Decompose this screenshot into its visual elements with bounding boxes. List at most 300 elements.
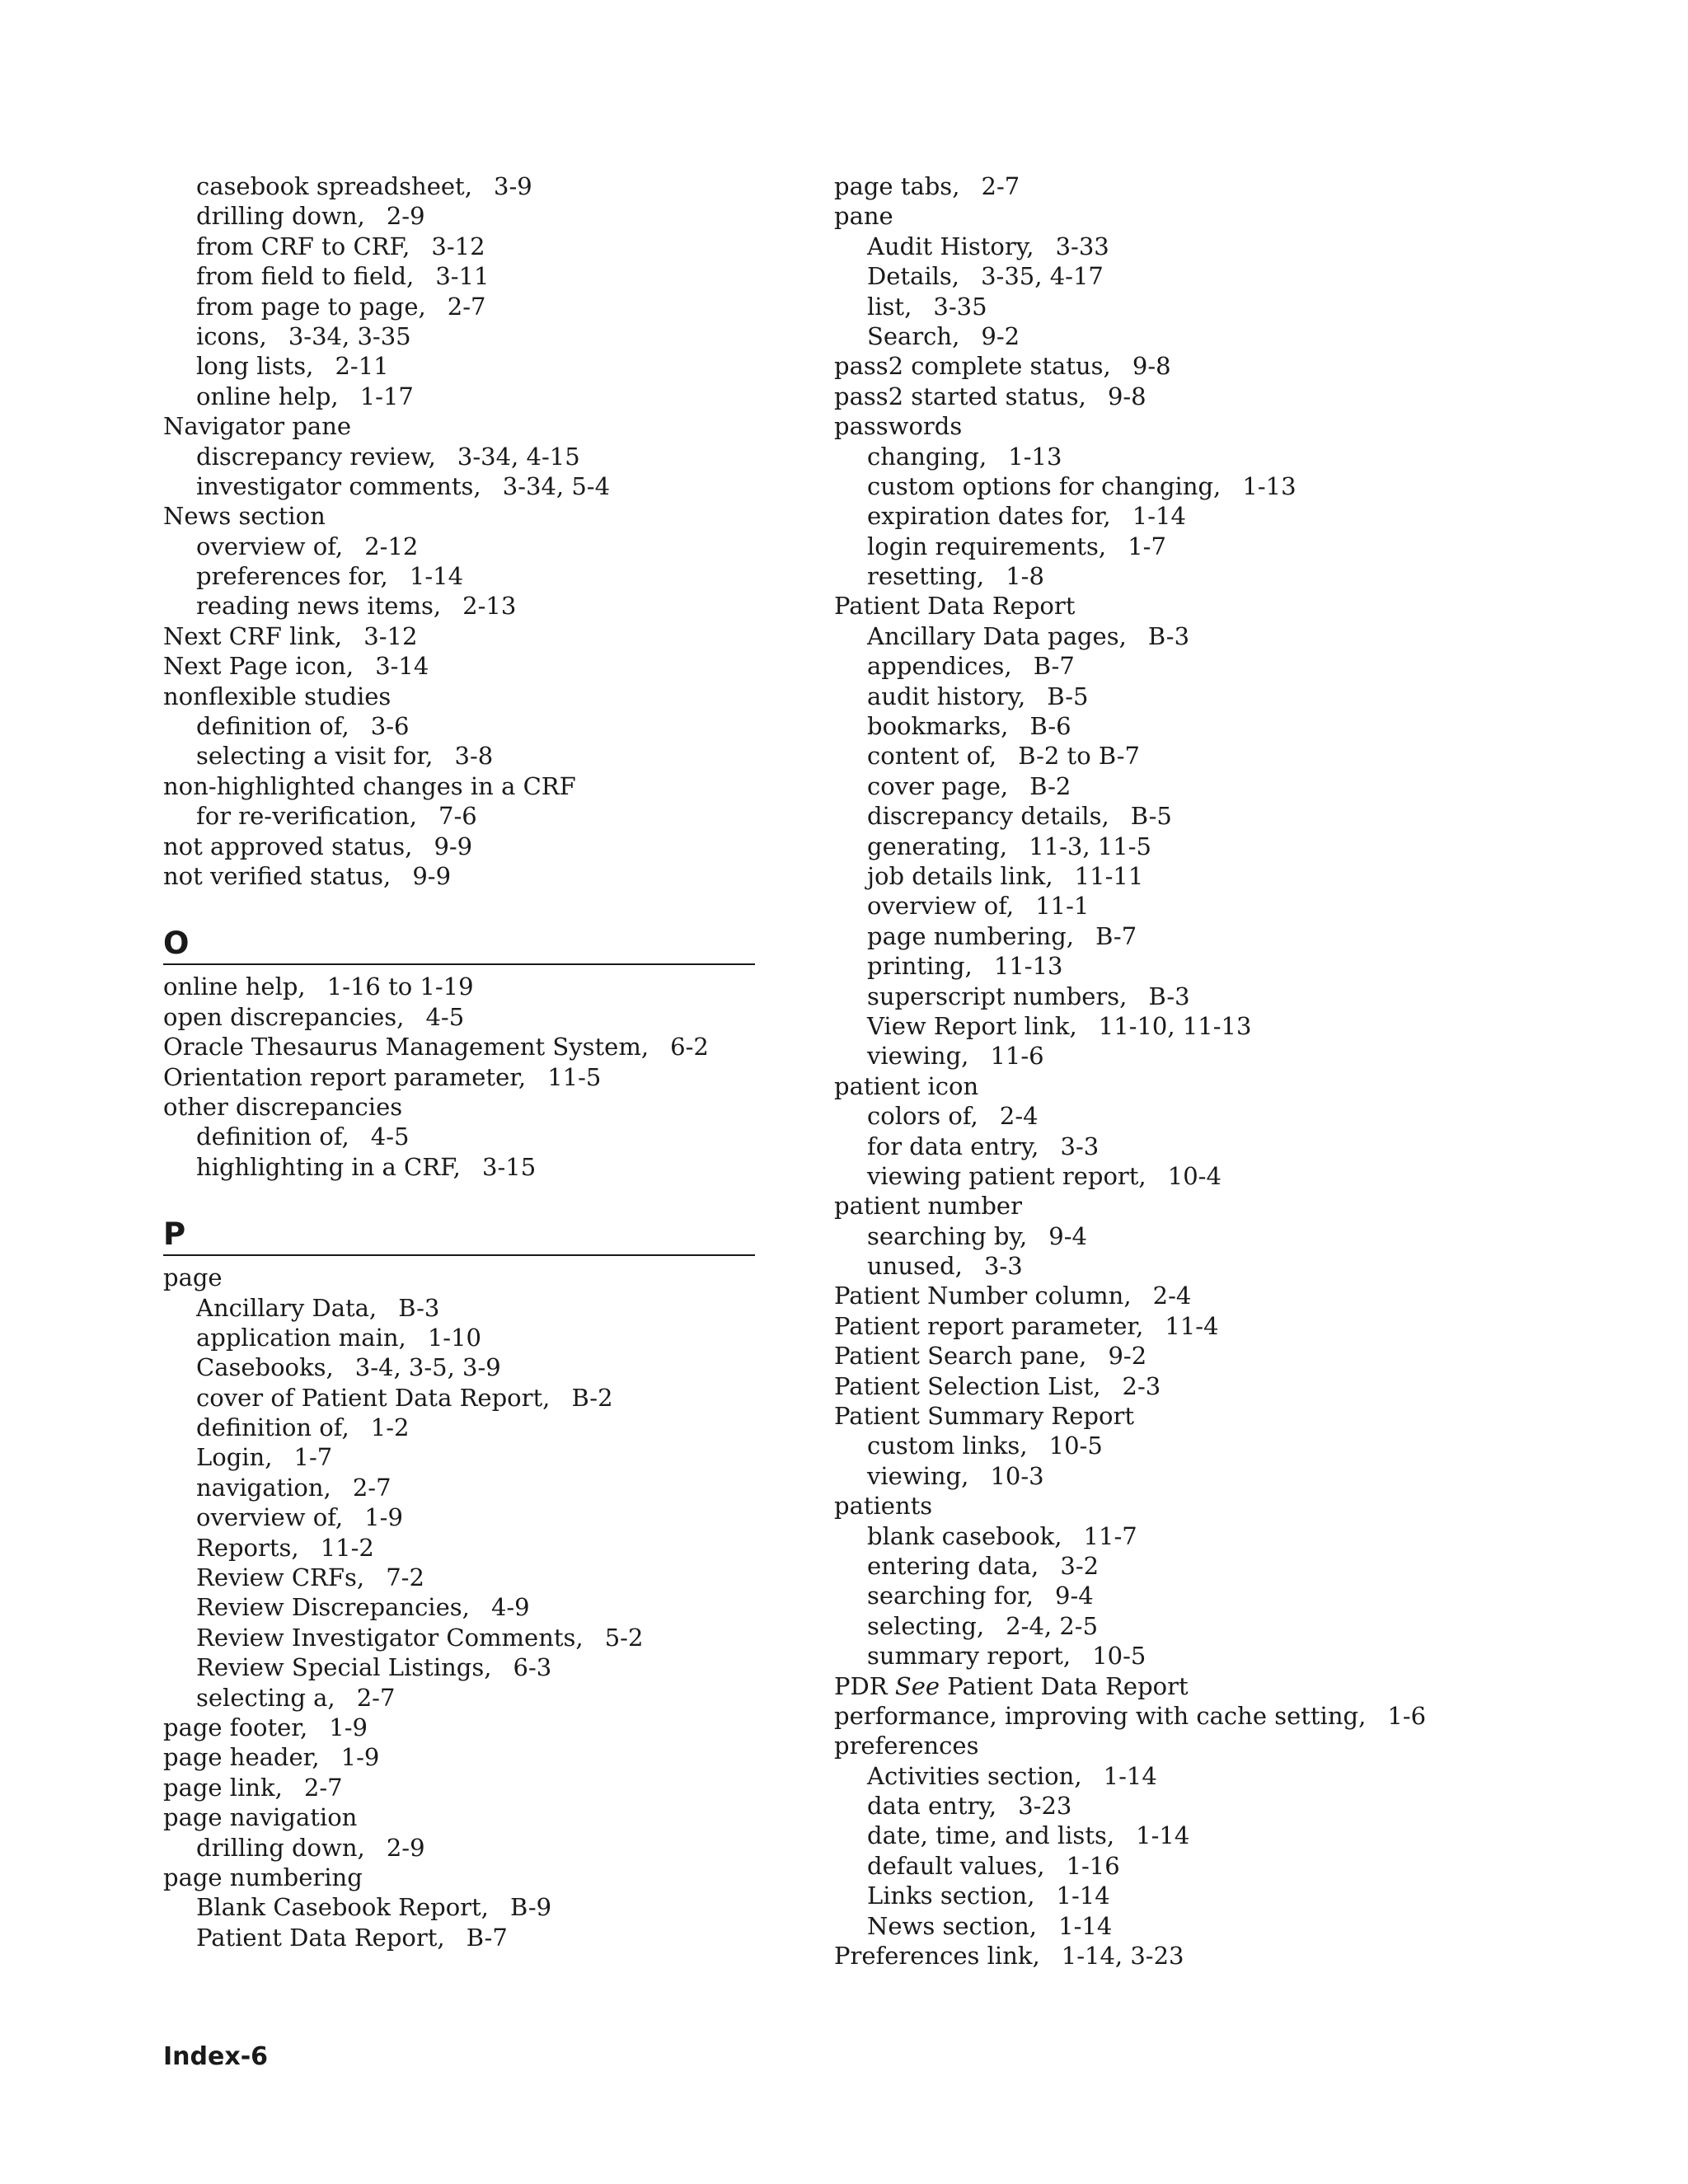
- entry-term: Reports,: [196, 1533, 299, 1562]
- entry-term: unused,: [867, 1252, 963, 1281]
- index-entry: [163, 1742, 755, 1772]
- entry-term: Patient Search pane,: [834, 1342, 1087, 1371]
- entry-term: open discrepancies,: [163, 1002, 405, 1031]
- index-subentry: [163, 1413, 755, 1442]
- page-reference: 3-33: [1055, 232, 1109, 260]
- entry-term: Audit History,: [867, 232, 1034, 260]
- page-reference: 11-13: [993, 952, 1063, 981]
- entry-term: icons,: [196, 321, 267, 350]
- page-reference: 1-8: [1006, 562, 1044, 591]
- index-subentry: [834, 982, 1601, 1011]
- entry-term: long lists,: [196, 352, 314, 381]
- entry-term: cover page,: [867, 771, 1009, 800]
- index-entry: [834, 591, 1601, 621]
- entry-term: News section: [163, 502, 326, 531]
- entry-term: Blank Casebook Report,: [196, 1893, 489, 1922]
- index-subentry: [163, 351, 755, 381]
- entry-term: preferences for,: [196, 562, 388, 591]
- page-reference: 9-4: [1055, 1582, 1094, 1610]
- index-subentry: [163, 1502, 755, 1532]
- index-entry: [834, 1491, 1601, 1521]
- index-entry: [163, 1802, 755, 1832]
- entry-term: viewing,: [867, 1461, 969, 1490]
- index-subentry: [163, 1352, 755, 1382]
- index-subentry: [163, 561, 755, 591]
- index-subentry: [163, 741, 755, 771]
- entry-term: other discrepancies: [163, 1092, 403, 1121]
- page-reference: 9-8: [1107, 382, 1146, 410]
- entry-term: from field to field,: [196, 262, 415, 291]
- entry-term: Search,: [867, 321, 960, 350]
- index-subentry: [163, 232, 755, 261]
- index-subentry: [834, 951, 1601, 981]
- index-subentry: [834, 651, 1601, 681]
- page-reference: 3-3: [983, 1252, 1023, 1281]
- page-reference: 11-1: [1035, 892, 1090, 921]
- index-entry: [834, 1701, 1601, 1731]
- page-reference: 3-4, 3-5, 3-9: [354, 1353, 501, 1382]
- index-entry: [834, 1941, 1601, 1971]
- page-reference: 1-14, 3-23: [1061, 1942, 1184, 1971]
- entry-term: Next Page icon,: [163, 652, 354, 681]
- page-reference: 2-3: [1122, 1371, 1161, 1400]
- entry-term: Review Investigator Comments,: [196, 1623, 584, 1652]
- page-reference: B-3: [398, 1293, 440, 1322]
- index-subentry: [834, 1581, 1601, 1610]
- entry-term: custom options for changing,: [867, 471, 1221, 500]
- page-reference: 2-9: [386, 1833, 425, 1862]
- index-subentry: [163, 321, 755, 351]
- entry-term: Review Discrepancies,: [196, 1593, 470, 1622]
- entry-term: page link,: [163, 1773, 283, 1802]
- index-entry-list: [163, 1263, 755, 1952]
- entry-term: preferences: [834, 1732, 979, 1760]
- page-reference: 11-11: [1074, 861, 1144, 890]
- page-reference: 11-3, 11-5: [1029, 832, 1151, 860]
- page-reference: 7-6: [438, 802, 477, 831]
- page-reference: 2-7: [303, 1773, 343, 1802]
- entry-term: date, time, and lists,: [867, 1821, 1115, 1850]
- index-subentry: [163, 591, 755, 621]
- page-reference: 11-5: [547, 1062, 602, 1091]
- page-reference: 11-6: [990, 1042, 1044, 1071]
- page-reference: 3-34, 5-4: [502, 471, 611, 500]
- index-entry: [163, 1002, 755, 1032]
- page-reference: 6-3: [513, 1653, 552, 1682]
- index-subentry: [163, 1623, 755, 1652]
- entry-term: drilling down,: [196, 202, 365, 231]
- page-reference: 2-12: [364, 532, 419, 560]
- index-entry: [163, 621, 755, 651]
- page-reference: 3-23: [1018, 1792, 1072, 1821]
- entry-term: list,: [867, 292, 912, 321]
- index-column-right: [834, 171, 1601, 1971]
- entry-term: overview of,: [196, 1503, 344, 1532]
- page-reference: 4-5: [370, 1122, 410, 1151]
- entry-term: Review CRFs,: [196, 1563, 365, 1592]
- page-reference: 9-2: [1108, 1342, 1147, 1371]
- page-reference: B-2: [1029, 771, 1071, 800]
- page-reference: 1-10: [427, 1323, 481, 1352]
- page-reference: 10-5: [1092, 1642, 1146, 1671]
- page-reference: B-3: [1147, 621, 1190, 650]
- page-reference: 3-12: [363, 621, 418, 650]
- entry-term: page navigation: [163, 1803, 358, 1832]
- page-reference: 7-2: [386, 1563, 424, 1592]
- page-reference: 11-10, 11-13: [1098, 1011, 1252, 1040]
- index-entry: [163, 1263, 755, 1292]
- index-subentry: [834, 1132, 1601, 1161]
- index-subentry: [834, 1851, 1601, 1881]
- entry-term: printing,: [867, 952, 973, 981]
- index-subentry: [163, 201, 755, 231]
- page-reference: 9-2: [981, 321, 1020, 350]
- entry-term: not approved status,: [163, 832, 413, 860]
- entry-term: selecting a,: [196, 1683, 335, 1712]
- entry-term: Next CRF link,: [163, 621, 343, 650]
- page-reference: 1-9: [340, 1743, 380, 1772]
- index-subentry: [834, 471, 1601, 501]
- entry-term: page: [163, 1263, 223, 1292]
- index-entry: [834, 1671, 1601, 1701]
- entry-term: overview of,: [867, 892, 1015, 921]
- index-subentry: [163, 1122, 755, 1151]
- entry-term: Casebooks,: [196, 1353, 334, 1382]
- page-reference: 9-9: [412, 861, 452, 890]
- page-reference: 1-17: [359, 382, 414, 410]
- entry-term: bookmarks,: [867, 712, 1009, 741]
- page-reference: 11-2: [320, 1533, 374, 1562]
- page-reference: B-2 to B-7: [1018, 742, 1140, 771]
- entry-term: data entry,: [867, 1792, 997, 1821]
- entry-term: Patient Summary Report: [834, 1402, 1134, 1431]
- index-subentry: [163, 261, 755, 291]
- page-reference: 3-34, 4-15: [457, 442, 580, 471]
- entry-term: overview of,: [196, 532, 344, 560]
- page-reference: 1-13: [1008, 442, 1062, 471]
- page-reference: 2-7: [447, 292, 486, 321]
- index-subentry: [834, 1761, 1601, 1791]
- page-reference: 1-16: [1066, 1851, 1120, 1880]
- index-entry: [834, 171, 1601, 201]
- page-reference: 4-9: [490, 1593, 530, 1622]
- index-entry: [163, 1062, 755, 1092]
- entry-term: casebook spreadsheet,: [196, 172, 472, 200]
- index-subentry: [834, 1551, 1601, 1581]
- page-reference: 10-3: [990, 1461, 1044, 1490]
- index-subentry: [163, 1152, 755, 1182]
- index-entry: [834, 1281, 1601, 1310]
- entry-term: Details,: [867, 262, 960, 291]
- page-reference: 1-6: [1387, 1701, 1427, 1730]
- entry-term: online help,: [196, 382, 339, 410]
- entry-term: online help,: [163, 972, 306, 1001]
- index-subentry: [834, 1101, 1601, 1131]
- index-subentry: [834, 1641, 1601, 1671]
- page-reference: 11-7: [1083, 1521, 1137, 1550]
- entry-term: viewing patient report,: [867, 1161, 1146, 1190]
- page-reference: B-7: [1033, 652, 1075, 681]
- index-subentry: [834, 921, 1601, 951]
- entry-term: pass2 complete status,: [834, 352, 1111, 381]
- index-entry: [163, 1713, 755, 1742]
- page-reference: 9-9: [434, 832, 473, 860]
- page-reference: B-3: [1148, 982, 1190, 1010]
- index-subentry: [163, 1533, 755, 1563]
- entry-term: job details link,: [867, 861, 1053, 890]
- page-reference: 3-8: [454, 742, 494, 771]
- index-subentry: [163, 471, 755, 501]
- index-subentry: [834, 1161, 1601, 1191]
- index-entry: [163, 682, 755, 711]
- page-reference: 3-11: [435, 262, 490, 291]
- page-reference: 1-7: [1128, 532, 1166, 560]
- entry-term: pass2 started status,: [834, 382, 1086, 410]
- entry-term: Login,: [196, 1443, 273, 1472]
- index-column-left: [163, 171, 755, 1952]
- entry-term: appendices,: [867, 652, 1012, 681]
- entry-term: default values,: [867, 1851, 1045, 1880]
- index-subentry: [834, 292, 1601, 321]
- entry-term: Patient Data Report: [834, 592, 1076, 621]
- index-entry: [163, 1032, 755, 1062]
- page-reference: 3-2: [1060, 1551, 1100, 1580]
- entry-term: Activities section,: [867, 1761, 1082, 1790]
- index-entry: [834, 382, 1601, 411]
- entry-term: selecting a visit for,: [196, 742, 434, 771]
- index-subentry: [163, 1683, 755, 1713]
- entry-term: Review Special Listings,: [196, 1653, 492, 1682]
- index-subentry: [834, 741, 1601, 771]
- index-entry: [163, 651, 755, 681]
- entry-term: performance, improving with cache setting,: [834, 1701, 1367, 1730]
- index-subentry: [834, 442, 1601, 471]
- entry-term: Patient Selection List,: [834, 1371, 1101, 1400]
- index-entry: [834, 1071, 1601, 1101]
- index-subentry: [834, 621, 1601, 651]
- entry-term: Navigator pane: [163, 412, 352, 441]
- index-subentry: [834, 1431, 1601, 1460]
- entry-term: page header,: [163, 1743, 320, 1772]
- page-reference: B-7: [466, 1923, 508, 1952]
- page-reference: 3-12: [431, 232, 485, 260]
- page-reference: 9-4: [1048, 1221, 1087, 1250]
- index-subentry: [834, 1011, 1601, 1041]
- entry-term: viewing,: [867, 1042, 969, 1071]
- index-subentry: [834, 321, 1601, 351]
- entry-term: Links section,: [867, 1882, 1035, 1910]
- index-subentry: [834, 1521, 1601, 1551]
- index-subentry: [163, 532, 755, 561]
- index-subentry: [834, 771, 1601, 801]
- page-reference: 2-4: [999, 1102, 1039, 1131]
- entry-term: searching by,: [867, 1221, 1028, 1250]
- index-subentry: [163, 1923, 755, 1952]
- page-reference: 2-7: [981, 172, 1020, 200]
- index-entry: [834, 1731, 1601, 1760]
- index-entry: [163, 832, 755, 861]
- entry-term: expiration dates for,: [867, 502, 1111, 531]
- entry-term: audit history,: [867, 682, 1026, 710]
- index-subentry: [163, 1473, 755, 1502]
- entry-term: discrepancy details,: [867, 802, 1109, 831]
- page-reference: 1-14: [409, 562, 464, 591]
- entry-term: generating,: [867, 832, 1008, 860]
- index-subentry: [834, 1791, 1601, 1821]
- page-reference: 1-14: [1136, 1821, 1190, 1850]
- entry-term: changing,: [867, 442, 987, 471]
- entry-term: superscript numbers,: [867, 982, 1128, 1010]
- page-reference: 3-15: [482, 1152, 537, 1181]
- page-reference: B-6: [1029, 712, 1071, 741]
- index-subentry: [163, 292, 755, 321]
- page-reference: 2-13: [462, 592, 517, 621]
- page-reference: B-5: [1130, 802, 1172, 831]
- index-entry: [834, 1341, 1601, 1371]
- entry-term: PDR: [834, 1671, 888, 1700]
- entry-term: passwords: [834, 412, 963, 441]
- page-reference: B-5: [1047, 682, 1089, 710]
- entry-term: Patient Data Report,: [196, 1923, 445, 1952]
- index-entry: [163, 411, 755, 441]
- see-reference: See: [894, 1671, 940, 1700]
- page-footer: Index-6: [163, 2042, 269, 2071]
- entry-term: investigator comments,: [196, 471, 481, 500]
- entry-term: discrepancy review,: [196, 442, 436, 471]
- entry-term: from CRF to CRF,: [196, 232, 410, 260]
- index-subentry: [834, 682, 1601, 711]
- entry-term: Preferences link,: [834, 1942, 1040, 1971]
- entry-term: Ancillary Data,: [196, 1293, 377, 1322]
- index-subentry: [834, 1461, 1601, 1491]
- entry-term: page numbering,: [867, 921, 1074, 950]
- page-reference: 3-14: [375, 652, 429, 681]
- page-reference: 10-4: [1167, 1161, 1221, 1190]
- index-subentry: [163, 801, 755, 831]
- entry-term: patients: [834, 1492, 933, 1521]
- index-subentry: [163, 1892, 755, 1922]
- entry-term: from page to page,: [196, 292, 426, 321]
- index-subentry: [834, 1821, 1601, 1850]
- index-subentry: [834, 861, 1601, 891]
- index-entry: [834, 1311, 1601, 1341]
- index-subentry: [163, 171, 755, 201]
- page-reference: 4-5: [425, 1002, 465, 1031]
- entry-term: cover of Patient Data Report,: [196, 1383, 551, 1412]
- index-entry-list: [163, 171, 755, 891]
- index-subentry: [834, 1251, 1601, 1281]
- index-entry: [163, 861, 755, 891]
- page-reference: 2-9: [386, 202, 425, 231]
- page-reference: 6-2: [670, 1033, 709, 1062]
- index-entry: [163, 771, 755, 801]
- page-reference: 2-7: [356, 1683, 396, 1712]
- index-entry: [163, 1773, 755, 1802]
- entry-term: drilling down,: [196, 1833, 365, 1862]
- index-subentry: [834, 1611, 1601, 1641]
- page-reference: 1-14: [1132, 502, 1186, 531]
- index-subentry: [163, 442, 755, 471]
- page-reference: 3-35: [933, 292, 987, 321]
- index-subentry: [834, 501, 1601, 531]
- section-heading-p: P: [163, 1215, 755, 1256]
- page-reference: 1-9: [329, 1713, 368, 1741]
- page-reference: 2-7: [352, 1473, 392, 1502]
- entry-term: content of,: [867, 742, 997, 771]
- entry-term: nonflexible studies: [163, 682, 392, 710]
- entry-term: View Report link,: [867, 1011, 1077, 1040]
- entry-term: application main,: [196, 1323, 406, 1352]
- entry-term: login requirements,: [867, 532, 1107, 560]
- page-reference: 2-4: [1152, 1282, 1192, 1310]
- entry-term: patient icon: [834, 1071, 979, 1100]
- index-subentry: [834, 1041, 1601, 1071]
- index-entry: [163, 1092, 755, 1122]
- index-entry: [834, 351, 1601, 381]
- page-reference: 3-35, 4-17: [981, 262, 1104, 291]
- index-subentry: [834, 1221, 1601, 1251]
- index-subentry: [163, 1442, 755, 1472]
- entry-term: for data entry,: [867, 1132, 1039, 1160]
- entry-term: not verified status,: [163, 861, 392, 890]
- page-reference: 3-6: [370, 712, 410, 741]
- index-entry: [834, 1191, 1601, 1221]
- index-subentry: [834, 532, 1601, 561]
- index-subentry: [163, 1293, 755, 1323]
- entry-term: searching for,: [867, 1582, 1034, 1610]
- index-subentry: [163, 1833, 755, 1863]
- section-heading-o: O: [163, 924, 755, 965]
- entry-term: for re-verification,: [196, 802, 417, 831]
- page-reference: 1-14: [1103, 1761, 1157, 1790]
- page-reference: 3-9: [494, 172, 532, 200]
- page-reference: 9-8: [1132, 352, 1171, 381]
- entry-term: selecting,: [867, 1611, 985, 1640]
- index-subentry: [834, 832, 1601, 861]
- see-target: Patient Data Report: [947, 1671, 1189, 1700]
- page-reference: 10-5: [1048, 1432, 1103, 1460]
- page-reference: B-2: [571, 1383, 613, 1412]
- entry-term: Orientation report parameter,: [163, 1062, 527, 1091]
- entry-term: page tabs,: [834, 172, 960, 200]
- entry-term: Ancillary Data pages,: [867, 621, 1127, 650]
- index-subentry: [163, 1592, 755, 1622]
- entry-term: highlighting in a CRF,: [196, 1152, 461, 1181]
- page-reference: B-9: [510, 1893, 552, 1922]
- entry-term: page footer,: [163, 1713, 308, 1741]
- entry-term: resetting,: [867, 562, 985, 591]
- page-reference: B-7: [1095, 921, 1137, 950]
- index-subentry: [163, 1652, 755, 1682]
- index-entry-list: [834, 171, 1601, 1971]
- index-entry: [163, 972, 755, 1001]
- page-reference: 1-9: [364, 1503, 403, 1532]
- index-subentry: [163, 711, 755, 741]
- entry-term: page numbering: [163, 1863, 363, 1891]
- index-subentry: [834, 561, 1601, 591]
- entry-term: entering data,: [867, 1551, 1039, 1580]
- index-entry: [834, 1371, 1601, 1401]
- index-subentry: [834, 1911, 1601, 1941]
- index-subentry: [163, 1563, 755, 1592]
- index-entry-list: [163, 972, 755, 1182]
- index-subentry: [834, 261, 1601, 291]
- page-reference: 5-2: [604, 1623, 644, 1652]
- index-entry: [834, 411, 1601, 441]
- entry-term: Patient Number column,: [834, 1282, 1132, 1310]
- page-reference: 11-4: [1165, 1311, 1219, 1340]
- index-subentry: [163, 1323, 755, 1352]
